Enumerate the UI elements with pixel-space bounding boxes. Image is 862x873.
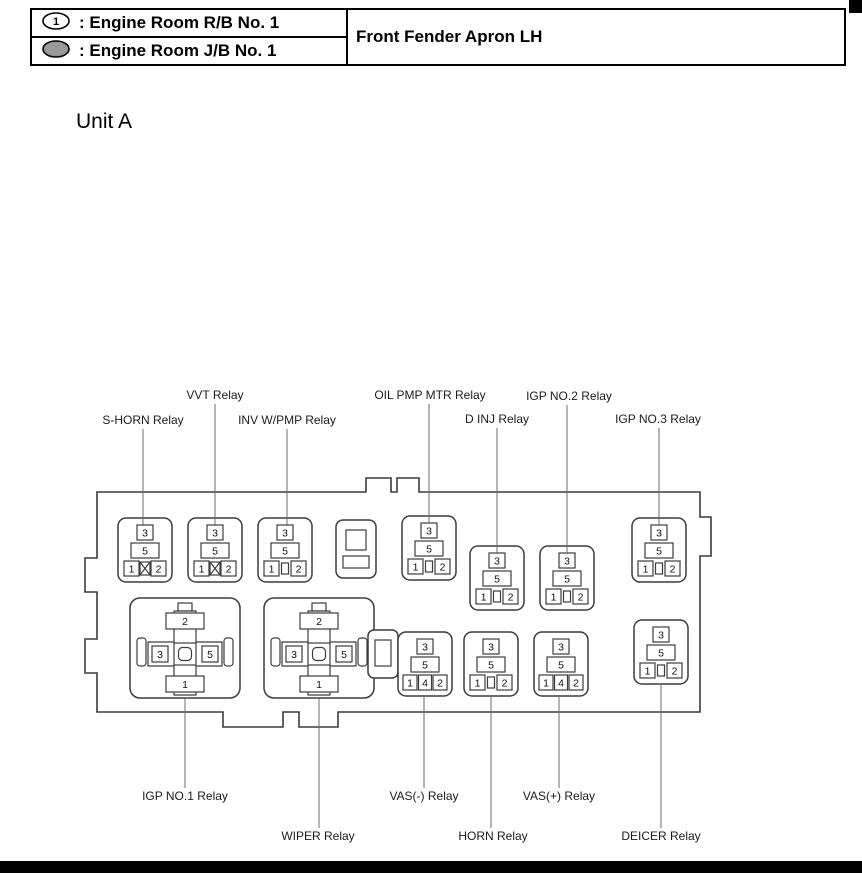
svg-text:5: 5 [422, 659, 428, 672]
relay-vas-minus [398, 632, 452, 696]
svg-text:3: 3 [656, 527, 662, 540]
svg-text:1: 1 [268, 563, 275, 576]
relay-vas-plus [534, 632, 588, 696]
relay-horn [464, 632, 518, 696]
svg-text:5: 5 [212, 545, 218, 558]
relay-vvt [188, 518, 242, 582]
svg-text:5: 5 [558, 659, 564, 672]
svg-text:1: 1 [316, 679, 322, 691]
svg-text:2: 2 [437, 677, 443, 690]
svg-text:1: 1 [474, 677, 481, 690]
svg-text:3: 3 [658, 629, 664, 642]
svg-text:1: 1 [198, 563, 205, 576]
svg-text:1: 1 [128, 563, 135, 576]
svg-text:2: 2 [669, 563, 676, 576]
svg-text:5: 5 [341, 649, 347, 661]
svg-text:3: 3 [212, 527, 218, 540]
svg-text:5: 5 [426, 543, 432, 556]
relay-oil-pmp-mtr [402, 516, 456, 580]
svg-text:2: 2 [577, 591, 584, 604]
svg-text:4: 4 [422, 677, 428, 690]
svg-text:1: 1 [642, 563, 649, 576]
scan-corner-mark [849, 0, 862, 13]
svg-text:2: 2 [501, 677, 508, 690]
connector-bottom-blank [368, 630, 398, 678]
label-deicer-relay: DEICER Relay [621, 829, 701, 843]
unit-title: Unit A [76, 110, 133, 133]
svg-text:3: 3 [291, 649, 297, 661]
legend-label-engine-room-rb: : Engine Room R/B No. 1 [79, 13, 280, 32]
label-vas-minus-relay: VAS(-) Relay [389, 789, 459, 803]
svg-text:4: 4 [558, 677, 564, 690]
svg-text:1: 1 [182, 679, 188, 691]
svg-text:1: 1 [52, 15, 60, 28]
label-vas-plus-relay: VAS(+) Relay [522, 789, 596, 803]
relay-igp-no2 [540, 546, 594, 610]
scan-bottom-bar [0, 861, 862, 873]
relay-igp-no1 [130, 598, 240, 698]
svg-text:1: 1 [480, 591, 487, 604]
relay-deicer [634, 620, 688, 684]
svg-text:3: 3 [422, 641, 428, 654]
legend-label-engine-room-jb: : Engine Room J/B No. 1 [79, 41, 277, 60]
svg-text:3: 3 [488, 641, 494, 654]
svg-text:1: 1 [412, 561, 419, 574]
svg-text:2: 2 [671, 665, 678, 678]
relay-wiper [264, 598, 374, 698]
svg-text:2: 2 [573, 677, 579, 690]
relay-d-inj [470, 546, 524, 610]
label-wiper-relay: WIPER Relay [281, 829, 355, 843]
svg-text:5: 5 [564, 573, 570, 586]
connector-top-blank [336, 520, 376, 578]
label-vvt-relay: VVT Relay [186, 388, 244, 402]
label-horn-relay: HORN Relay [458, 829, 528, 843]
label-igp-no3-relay: IGP NO.3 Relay [615, 412, 701, 426]
label-igp-no2-relay: IGP NO.2 Relay [526, 389, 612, 403]
svg-text:2: 2 [155, 563, 162, 576]
svg-text:3: 3 [426, 525, 432, 538]
relay-inv-wpmp [258, 518, 312, 582]
svg-text:1: 1 [644, 665, 651, 678]
svg-text:2: 2 [295, 563, 302, 576]
svg-text:5: 5 [494, 573, 500, 586]
svg-text:5: 5 [282, 545, 288, 558]
label-s-horn-relay: S-HORN Relay [102, 413, 184, 427]
svg-text:5: 5 [207, 649, 213, 661]
svg-text:5: 5 [142, 545, 148, 558]
relay-s-horn [118, 518, 172, 582]
label-inv-wpmp-relay: INV W/PMP Relay [238, 413, 336, 427]
svg-text:2: 2 [316, 616, 322, 628]
svg-text:1: 1 [550, 591, 557, 604]
svg-text:2: 2 [507, 591, 514, 604]
svg-text:3: 3 [142, 527, 148, 540]
label-igp-no1-relay: IGP NO.1 Relay [142, 789, 228, 803]
svg-text:3: 3 [564, 555, 570, 568]
svg-text:3: 3 [157, 649, 163, 661]
label-d-inj-relay: D INJ Relay [464, 412, 530, 426]
svg-text:1: 1 [407, 677, 413, 690]
svg-text:2: 2 [439, 561, 446, 574]
svg-text:5: 5 [488, 659, 494, 672]
label-oil-pmp-mtr-relay: OIL PMP MTR Relay [374, 388, 486, 402]
relay-igp-no3 [632, 518, 686, 582]
svg-text:2: 2 [225, 563, 232, 576]
svg-text:3: 3 [558, 641, 564, 654]
svg-text:1: 1 [543, 677, 549, 690]
svg-text:3: 3 [494, 555, 500, 568]
svg-text:5: 5 [658, 647, 664, 660]
svg-text:5: 5 [656, 545, 662, 558]
location-cell: Front Fender Apron LH [356, 27, 543, 46]
svg-text:3: 3 [282, 527, 288, 540]
svg-text:2: 2 [182, 616, 188, 628]
